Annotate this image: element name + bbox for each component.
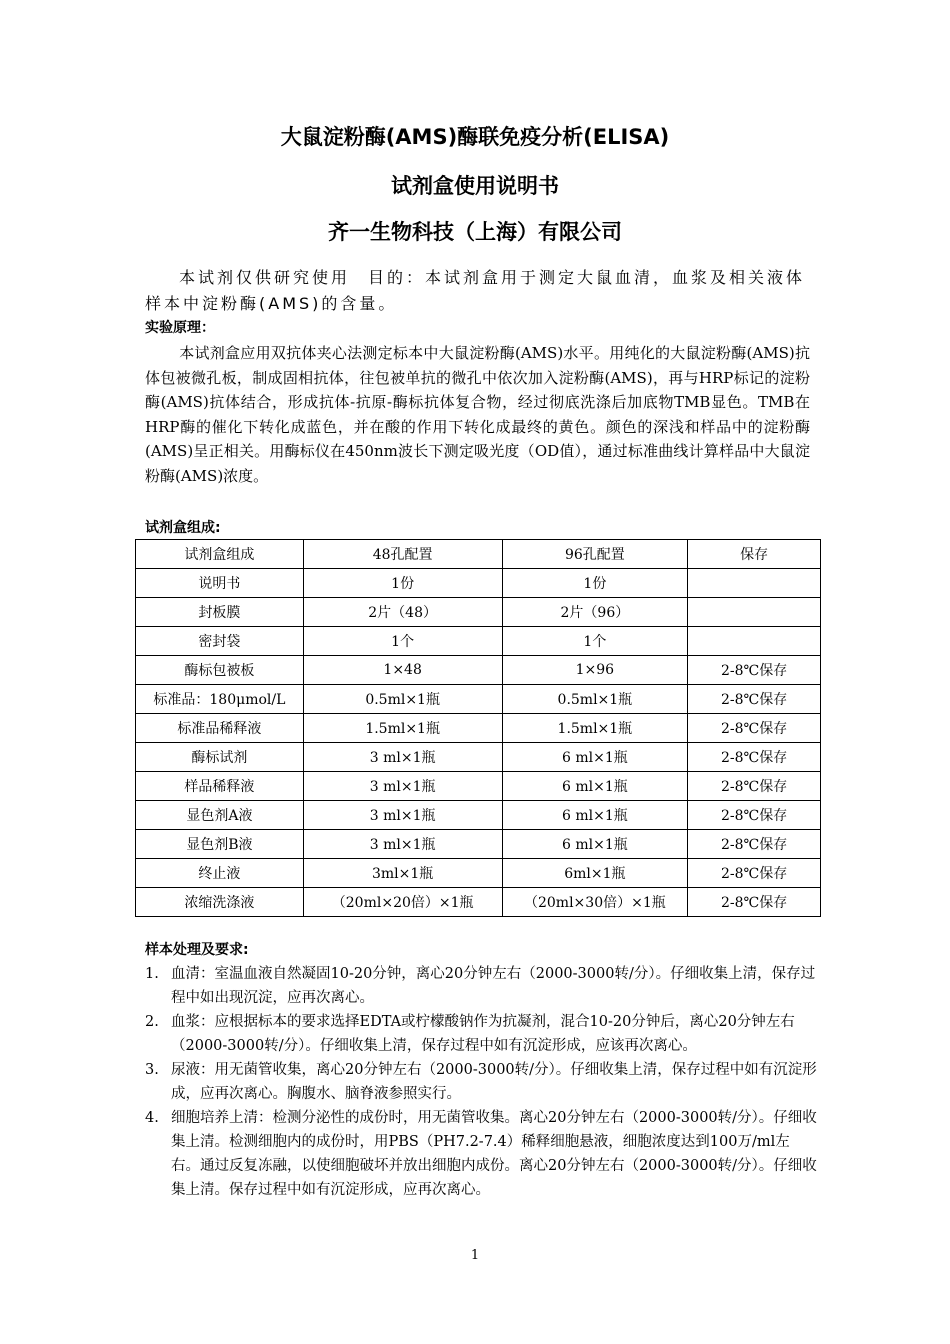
table-cell: 2-8℃保存 (688, 656, 821, 685)
table-cell: 1.5ml×1瓶 (502, 714, 688, 743)
table-cell (688, 569, 821, 598)
table-cell: 3 ml×1瓶 (303, 772, 502, 801)
table-cell: 酶标包被板 (136, 656, 304, 685)
list-item (145, 1058, 817, 1106)
item-number: 3. (145, 1062, 159, 1078)
table-cell: 3ml×1瓶 (303, 859, 502, 888)
table-cell: 样品稀释液 (136, 772, 304, 801)
table-cell: 6 ml×1瓶 (502, 801, 688, 830)
table-cell: 2-8℃保存 (688, 772, 821, 801)
page-number: 1 (470, 1248, 480, 1263)
table-cell: 2片（96） (502, 598, 688, 627)
table-row (136, 598, 821, 627)
table-cell: 3 ml×1瓶 (303, 743, 502, 772)
table-cell: 3 ml×1瓶 (303, 801, 502, 830)
table-cell: 6ml×1瓶 (502, 859, 688, 888)
table-cell: 0.5ml×1瓶 (303, 685, 502, 714)
table-row (136, 888, 821, 917)
table-cell: 2-8℃保存 (688, 714, 821, 743)
header-cell: 保存 (688, 540, 821, 569)
item-text: 细胞培养上清：检测分泌性的成份时，用无菌管收集。离心20分钟左右（2000-3000转/分）。仔细收集上清。检测细胞内的成份时，用PBS（PH7.2-7.4）稀释细胞悬液，细胞浓度达到100万/ml左右。通过反复冻融，以使细胞破坏并放出细胞内成份。离心20分钟左右（2000-3000转/分）。仔细收集上清。保存过程中如有沉淀形成，应再次离心。 (171, 1110, 817, 1198)
table-cell: 1个 (303, 627, 502, 656)
table-cell: 1×96 (502, 656, 688, 685)
list-item (145, 1106, 817, 1202)
item-number: 4. (145, 1110, 159, 1126)
table-cell: 浓缩洗涤液 (136, 888, 304, 917)
table-cell: 6 ml×1瓶 (502, 743, 688, 772)
principle-heading: 实验原理： (145, 320, 215, 336)
table-cell: 1×48 (303, 656, 502, 685)
sample-handling-heading: 样本处理及要求: (145, 942, 249, 958)
kit-composition-table (135, 539, 821, 917)
table-cell: 2-8℃保存 (688, 801, 821, 830)
table-cell: （20ml×30倍）×1瓶 (502, 888, 688, 917)
table-cell: 1份 (303, 569, 502, 598)
table-cell: 2-8℃保存 (688, 830, 821, 859)
table-cell: 显色剂B液 (136, 830, 304, 859)
item-number: 1. (145, 966, 159, 982)
purpose-paragraph (145, 265, 807, 317)
table-row (136, 714, 821, 743)
table-row (136, 859, 821, 888)
list-item (145, 962, 817, 1010)
table-cell (688, 598, 821, 627)
principle-body: 本试剂盒应用双抗体夹心法测定标本中大鼠淀粉酶(AMS)水平。用纯化的大鼠淀粉酶(AMS)抗体包被微孔板，制成固相抗体，往包被单抗的微孔中依次加入淀粉酶(AMS)，再与HRP标记的淀粉酶(AMS)抗体结合，形成抗体-抗原-酶标抗体复合物，经过彻底洗涤后加底物TMB显色。TMB在HRP酶的催化下转化成蓝色，并在酸的作用下转化成最终的黄色。颜色的深浅和样品中的淀粉酶(AMS)呈正相关。用酶标仪在450nm波长下测定吸光度（OD值），通过标准曲线计算样品中大鼠淀粉酶(AMS)浓度。 (145, 344, 810, 485)
table-row (136, 830, 821, 859)
table-cell: 2片（48） (303, 598, 502, 627)
table-cell: 酶标试剂 (136, 743, 304, 772)
kit-composition-heading: 试剂盒组成: (145, 520, 221, 536)
table-cell (688, 627, 821, 656)
table-cell: 显色剂A液 (136, 801, 304, 830)
table-cell: 密封袋 (136, 627, 304, 656)
table-cell: 2-8℃保存 (688, 888, 821, 917)
table-cell: （20ml×20倍）×1瓶 (303, 888, 502, 917)
table-cell: 2-8℃保存 (688, 743, 821, 772)
company-name: 齐一生物科技（上海）有限公司 (328, 220, 622, 244)
sample-handling-list (145, 962, 817, 1202)
purpose-text: 目的：本试剂盒用于测定大鼠血清，血浆及相关液体样本中淀粉酶(AMS)的含量。 (145, 268, 806, 313)
table-cell: 2-8℃保存 (688, 859, 821, 888)
table-row (136, 627, 821, 656)
document-title: 大鼠淀粉酶(AMS)酶联免疫分析(ELISA) (280, 125, 670, 149)
document-subtitle: 试剂盒使用说明书 (391, 174, 559, 198)
table-cell: 6 ml×1瓶 (502, 830, 688, 859)
table-row (136, 685, 821, 714)
table-cell: 1份 (502, 569, 688, 598)
table-cell: 3 ml×1瓶 (303, 830, 502, 859)
header-cell: 试剂盒组成 (136, 540, 304, 569)
item-text: 尿液：用无菌管收集，离心20分钟左右（2000-3000转/分）。仔细收集上清，保存过程中如有沉淀形成，应再次离心。胸腹水、脑脊液参照实行。 (171, 1062, 817, 1102)
table-row (136, 801, 821, 830)
table-header-row (136, 540, 821, 569)
table-row (136, 772, 821, 801)
table-cell: 0.5ml×1瓶 (502, 685, 688, 714)
header-cell: 96孔配置 (502, 540, 688, 569)
item-number: 2. (145, 1014, 159, 1030)
principle-text (145, 341, 810, 489)
list-item (145, 1010, 817, 1058)
item-text: 血浆：应根据标本的要求选择EDTA或柠檬酸钠作为抗凝剂，混合10-20分钟后，离心20分钟左右（2000-3000转/分）。仔细收集上清，保存过程中如有沉淀形成，应该再次离心。 (171, 1014, 795, 1054)
table-row (136, 743, 821, 772)
table-row (136, 656, 821, 685)
table-cell: 6 ml×1瓶 (502, 772, 688, 801)
table-cell: 标准品：180μmol/L (136, 685, 304, 714)
table-cell: 终止液 (136, 859, 304, 888)
header-cell: 48孔配置 (303, 540, 502, 569)
table-cell: 1.5ml×1瓶 (303, 714, 502, 743)
table-cell: 1个 (502, 627, 688, 656)
table-cell: 封板膜 (136, 598, 304, 627)
item-text: 血清：室温血液自然凝固10-20分钟，离心20分钟左右（2000-3000转/分）。仔细收集上清，保存过程中如出现沉淀，应再次离心。 (171, 966, 816, 1006)
research-use-note: 本试剂仅供研究使用 (179, 268, 351, 287)
table-cell: 说明书 (136, 569, 304, 598)
table-row (136, 569, 821, 598)
table-cell: 2-8℃保存 (688, 685, 821, 714)
table-cell: 标准品稀释液 (136, 714, 304, 743)
